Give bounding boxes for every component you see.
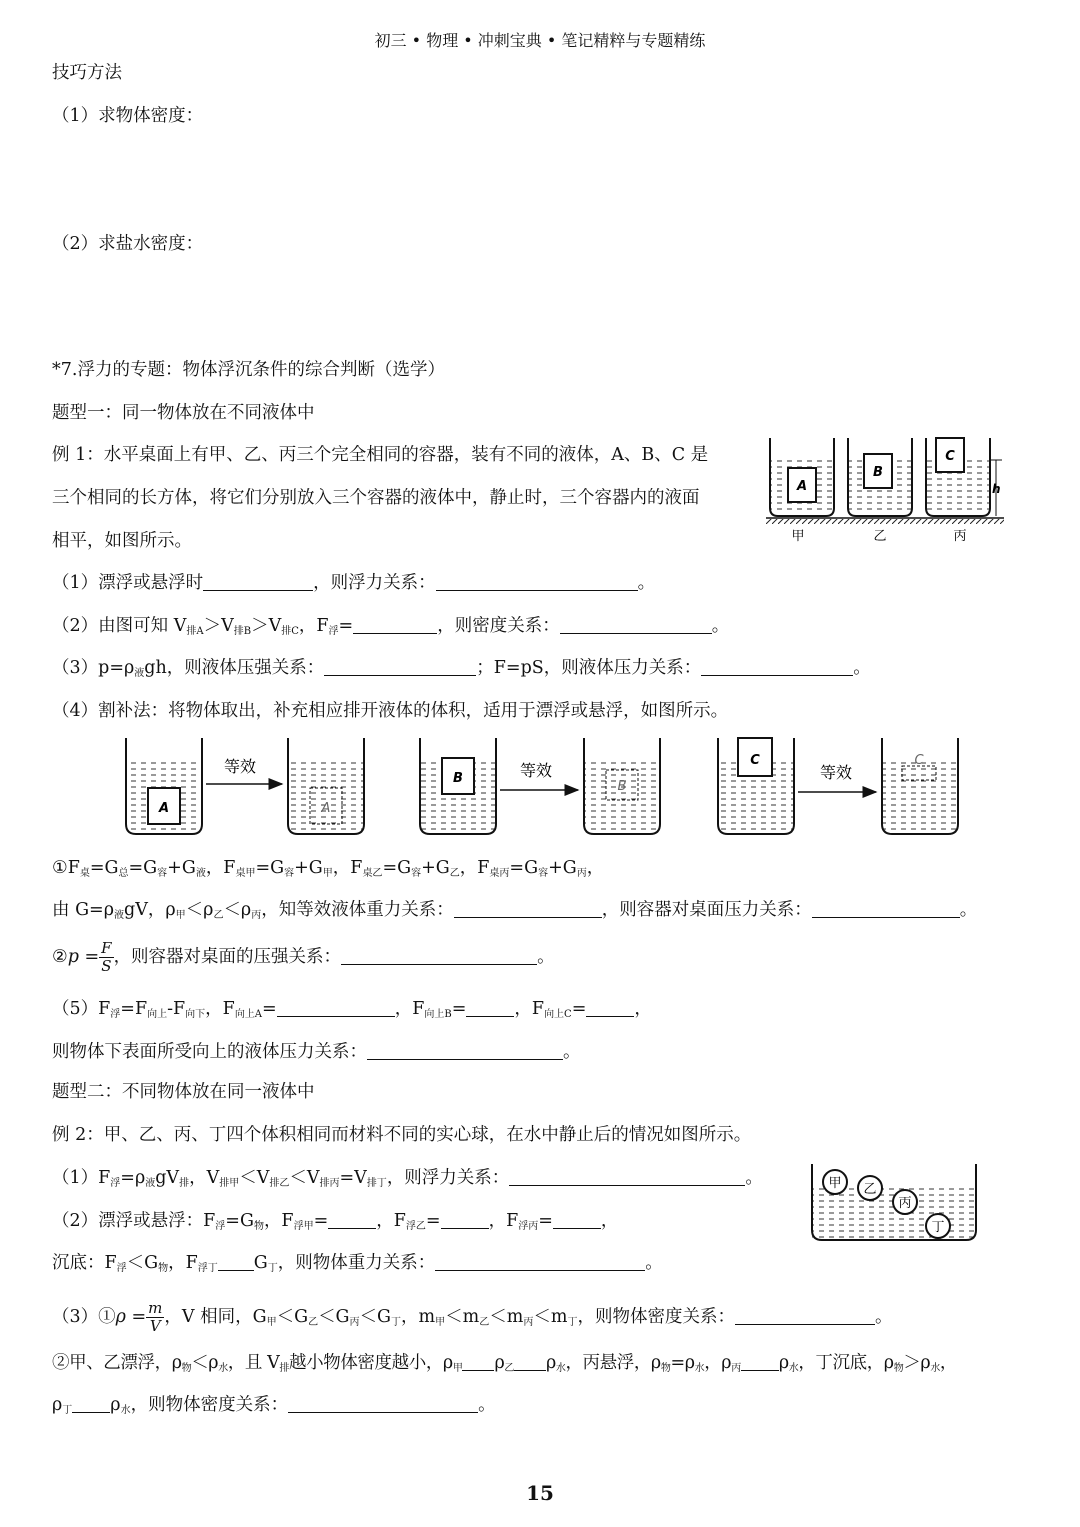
question-2: （2）求盐水密度： xyxy=(52,234,204,254)
part-4: （4）割补法：将物体取出，补充相应排开液体的体积，适用于漂浮或悬浮，如图所示。 xyxy=(52,701,729,721)
container-label-jia: 甲 xyxy=(791,529,805,544)
type-one-heading: 题型一：同一物体放在不同液体中 xyxy=(52,403,315,423)
block-a-label: A xyxy=(158,801,170,816)
fraction-m-over-v: $\frac{m}{V}$ xyxy=(148,1299,163,1335)
example-2: 例 2：甲、乙、丙、丁四个体积相同而材料不同的实心球，在水中静止后的情况如图所示。 xyxy=(52,1125,752,1145)
ball-yi-label: 乙 xyxy=(863,1182,877,1197)
height-label: h xyxy=(992,482,1001,496)
block-a-label: A xyxy=(796,479,808,494)
example-1-line-2: 三个相同的长方体，将它们分别放入三个容器的液体中，静止时，三个容器内的液面 xyxy=(52,488,700,508)
example-2-part-3c: $\rho_丁$ $\rho_水$，则物体密度关系： 。 xyxy=(52,1395,496,1416)
ghost-label: C xyxy=(914,753,924,768)
answer-blank[interactable] xyxy=(812,901,960,918)
page-number: 15 xyxy=(526,1481,554,1505)
example-1-line-3: 相平，如图所示。 xyxy=(52,531,192,551)
answer-blank[interactable] xyxy=(701,659,853,676)
figure-containers xyxy=(766,434,1016,546)
fraction-f-over-s: $\frac{F}{S}$ xyxy=(101,939,112,975)
part-2: （2）由图可知 $V_{排A}>V_{排B}>V_{排C}$，$F_浮=$ ，则密度关系： 。 xyxy=(52,616,730,637)
answer-blank[interactable] xyxy=(586,1000,634,1017)
part-5b: 则物体下表面所受向上的液体压力关系： 。 xyxy=(52,1042,581,1062)
container-label-yi: 乙 xyxy=(873,529,887,544)
answer-blank[interactable] xyxy=(454,901,602,918)
answer-blank[interactable] xyxy=(741,1354,779,1371)
block-c-label: C xyxy=(750,753,760,768)
answer-blank[interactable] xyxy=(288,1396,478,1413)
answer-blank[interactable] xyxy=(436,574,638,591)
answer-blank[interactable] xyxy=(462,1354,494,1371)
liquid xyxy=(882,762,958,834)
figure-balls xyxy=(808,1162,980,1244)
answer-blank[interactable] xyxy=(514,1354,546,1371)
container-label-bing: 丙 xyxy=(953,529,967,544)
page-header: 初三 • 物理 • 冲刺宝典 • 笔记精粹与专题精练 xyxy=(374,31,706,50)
answer-blank[interactable] xyxy=(435,1254,645,1271)
answer-blank[interactable] xyxy=(553,1212,601,1229)
table-hatch xyxy=(766,519,1004,524)
answer-blank[interactable] xyxy=(466,1000,514,1017)
answer-blank[interactable] xyxy=(341,948,537,965)
answer-blank[interactable] xyxy=(353,617,437,634)
ghost-label: B xyxy=(617,779,627,794)
part-3: $(3)p=\rho_液gh$，则液体压强关系： ；F=pS，则液体压力关系： 。 xyxy=(52,658,871,679)
answer-blank[interactable] xyxy=(328,1212,376,1229)
answer-blank[interactable] xyxy=(324,659,476,676)
example-2-part-1: $(1)F_浮=\rho_液gV_排$，$V_{排甲}<V_{排乙}<V_{排丙}=V_{排丁}$，则浮力关系： 。 xyxy=(52,1168,763,1189)
type-two-heading: 题型二：不同物体放在同一液体中 xyxy=(52,1082,315,1102)
ball-bing-label: 丙 xyxy=(898,1196,912,1211)
question-1: （1）求物体密度： xyxy=(52,106,204,126)
heading-skill: 技巧方法 xyxy=(52,63,122,83)
answer-blank[interactable] xyxy=(509,1169,745,1186)
answer-blank[interactable] xyxy=(203,574,313,591)
answer-blank[interactable] xyxy=(560,617,712,634)
part-5: $(5)F_浮=F_{向上}-F_{向下}$，$F_{向上A}=$ ，$F_{向上B}=$ ，$F_{向上C}=$ ， xyxy=(52,999,652,1020)
section-title: *7.浮力的专题：物体浮沉条件的综合判断（选学） xyxy=(52,360,445,380)
arrow-label: 等效 xyxy=(223,757,257,776)
answer-blank[interactable] xyxy=(72,1396,110,1413)
block-b-label: B xyxy=(873,465,883,480)
ghost-label: A xyxy=(321,801,331,816)
answer-blank[interactable] xyxy=(735,1308,875,1325)
answer-blank[interactable] xyxy=(441,1212,489,1229)
conclusion-1b: 由 $G=\rho_液gV$，$\rho_甲<\rho_乙<\rho_丙$，知等效液体重力关系： ，则容器对桌面压力关系： 。 xyxy=(52,900,978,921)
example-2-part-3b: ②甲、乙漂浮，$\rho_物<\rho_水$，且 $V_排$越小物体密度越小，$\rho_甲$ $\rho_乙$ $\rho_水$，丙悬浮，$\rho_物=\rho_水$，$\rho_丙$ $\rho_水$，丁沉底，$\rho_物>\rho_水$， xyxy=(52,1353,958,1374)
part-1: （1）漂浮或悬浮时 ，则浮力关系： 。 xyxy=(52,573,656,593)
example-1-line-1: 例 1：水平桌面上有甲、乙、丙三个完全相同的容器，装有不同的液体，A、B、C 是 xyxy=(52,445,709,465)
example-2-part-2: （2）漂浮或悬浮：$F_浮=G_物$，$F_{浮甲}=$ ，$F_{浮乙}=$ ，$F_{浮丙}=$ ， xyxy=(52,1211,619,1232)
conclusion-1: $①F_桌=G_总=G_容+G_液$，$F_{桌甲}=G_容+G_甲$，$F_{桌乙}=G_容+G_乙$，$F_{桌丙}=G_容+G_丙$， xyxy=(52,858,605,879)
block-b-label: B xyxy=(453,771,463,786)
ball-ding-label: 丁 xyxy=(931,1220,945,1235)
figure-equivalent xyxy=(120,736,970,842)
arrow-label: 等效 xyxy=(819,763,853,782)
ball-jia-label: 甲 xyxy=(828,1176,842,1191)
block-c-label: C xyxy=(945,449,955,464)
liquid xyxy=(584,762,660,834)
answer-blank[interactable] xyxy=(218,1254,254,1271)
example-2-part-3: （3）①ρ = $\frac{m}{V}$ ，V 相同，$G_甲<G_乙<G_丙<G_丁$，$m_甲<m_乙<m_丙<m_丁$，则物体密度关系： 。 xyxy=(52,1299,893,1335)
answer-blank[interactable] xyxy=(367,1043,563,1060)
conclusion-2: ②p = $\frac{F}{S}$ ，则容器对桌面的压强关系： 。 xyxy=(52,939,555,975)
arrow-label: 等效 xyxy=(519,761,553,780)
answer-blank[interactable] xyxy=(277,1000,395,1017)
liquid xyxy=(288,762,364,834)
example-2-part-2b: 沉底：$F_浮<G_物$，$F_{浮丁}$ $G_丁$，则物体重力关系： 。 xyxy=(52,1253,663,1274)
